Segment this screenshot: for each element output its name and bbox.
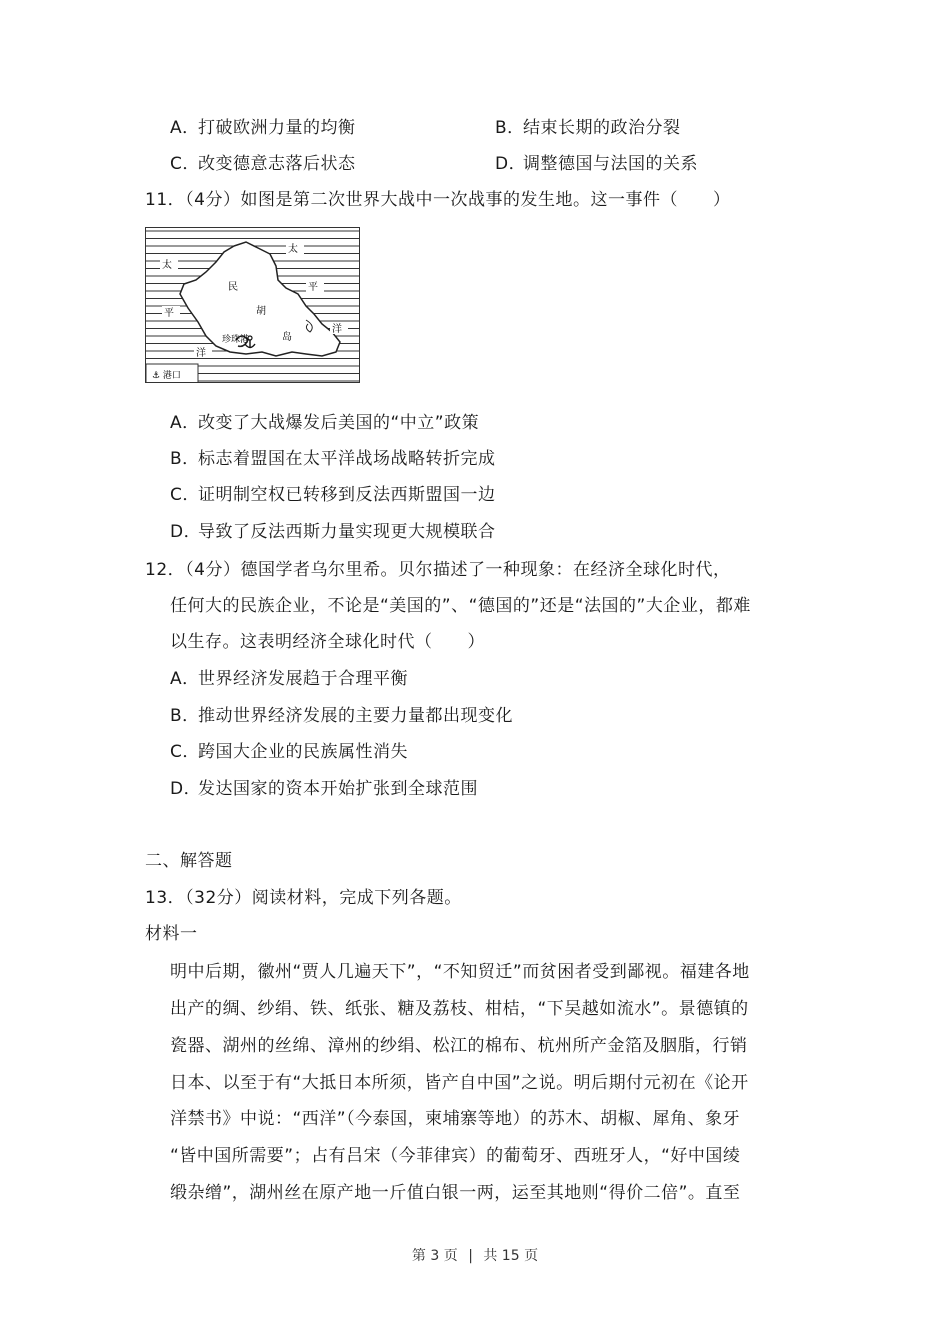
material-1-line-1: 明中后期，徽州“贾人几遍天下”，“不知贸迁”而贫困者受到鄙视。福建各地 bbox=[170, 962, 750, 982]
q11-stem: 11．（4分）如图是第二次世界大战中一次战事的发生地。这一事件（ ） bbox=[145, 190, 731, 210]
footer-separator: | bbox=[468, 1248, 473, 1264]
oahu-map-figure bbox=[145, 227, 360, 383]
material-1-line-6: “皆中国所需要”；占有吕宋（今菲律宾）的葡萄牙、西班牙人，“好中国绫 bbox=[170, 1146, 741, 1166]
material-1-line-3: 瓷器、湖州的丝绵、漳州的纱绢、松江的棉布、杭州所产金箔及胭脂，行销 bbox=[170, 1036, 748, 1056]
q11-option-b: B．标志着盟国在太平洋战场战略转折完成 bbox=[170, 449, 496, 469]
q10-options-row-2 bbox=[170, 152, 698, 176]
q10-option-d: D．调整德国与法国的关系 bbox=[495, 154, 698, 174]
q12-stem-line-2: 任何大的民族企业，不论是“美国的”、“德国的”还是“法国的”大企业，都难 bbox=[170, 596, 751, 616]
map-label-ping-1: 平 bbox=[308, 282, 318, 293]
q11-option-a: A．改变了大战爆发后美国的“中立”政策 bbox=[170, 413, 480, 433]
map-label-hu: 胡 bbox=[256, 306, 266, 317]
q12-stem-line-3: 以生存。这表明经济全球化时代（ ） bbox=[170, 632, 485, 652]
q10-option-b: B．结束长期的政治分裂 bbox=[495, 118, 681, 138]
material-1-title: 材料一 bbox=[145, 924, 198, 944]
material-1-line-5: 洋禁书》中说：“西洋”（今泰国，柬埔寨等地）的苏木、胡椒、犀角、象牙 bbox=[170, 1109, 741, 1129]
material-1-line-2: 出产的绸、纱绢、铁、纸张、糖及荔枝、柑桔，“下吴越如流水”。景德镇的 bbox=[170, 999, 749, 1019]
q11-option-d: D．导致了反法西斯力量实现更大规模联合 bbox=[170, 522, 496, 542]
q12-option-d: D．发达国家的资本开始扩张到全球范围 bbox=[170, 779, 478, 799]
map-label-ping-2: 平 bbox=[164, 308, 174, 319]
map-label-tai-1: 太 bbox=[162, 260, 172, 271]
q12-option-c: C．跨国大企业的民族属性消失 bbox=[170, 742, 408, 762]
map-label-yang-2: 洋 bbox=[196, 348, 206, 359]
q13-stem: 13．（32分）阅读材料，完成下列各题。 bbox=[145, 888, 462, 908]
q12-stem-line-1: 12．（4分）德国学者乌尔里希。贝尔描述了一种现象：在经济全球化时代， bbox=[145, 560, 731, 580]
page-footer bbox=[0, 1245, 950, 1265]
material-1-line-4: 日本、以至于有“大抵日本所须，皆产自中国”之说。明后期付元初在《论开 bbox=[170, 1073, 749, 1093]
q12-option-a: A．世界经济发展趋于合理平衡 bbox=[170, 669, 408, 689]
q12-option-b: B．推动世界经济发展的主要力量都出现变化 bbox=[170, 706, 513, 726]
section-2-title: 二、解答题 bbox=[145, 851, 233, 871]
q10-option-a: A．打破欧洲力量的均衡 bbox=[170, 118, 356, 138]
page-number: 第 3 页 bbox=[411, 1248, 458, 1264]
page-total: 共 15 页 bbox=[483, 1248, 539, 1264]
q10-options-row-1 bbox=[170, 116, 681, 140]
map-label-dao: 岛 bbox=[282, 332, 292, 343]
map-legend-text: ⚓ 港口 bbox=[152, 371, 181, 381]
map-label-min: 民 bbox=[228, 282, 238, 293]
material-1-line-7: 缎杂缯”，湖州丝在原产地一斤值白银一两，运至其地则“得价二倍”。直至 bbox=[170, 1183, 741, 1203]
map-label-tai-2: 太 bbox=[288, 244, 298, 255]
map-svg bbox=[146, 228, 360, 383]
q11-option-c: C．证明制空权已转移到反法西斯盟国一边 bbox=[170, 485, 496, 505]
map-label-yang-1: 洋 bbox=[332, 324, 342, 335]
q10-option-c: C．改变德意志落后状态 bbox=[170, 154, 356, 174]
map-label-pearl-harbor: 珍珠港 bbox=[222, 335, 250, 345]
